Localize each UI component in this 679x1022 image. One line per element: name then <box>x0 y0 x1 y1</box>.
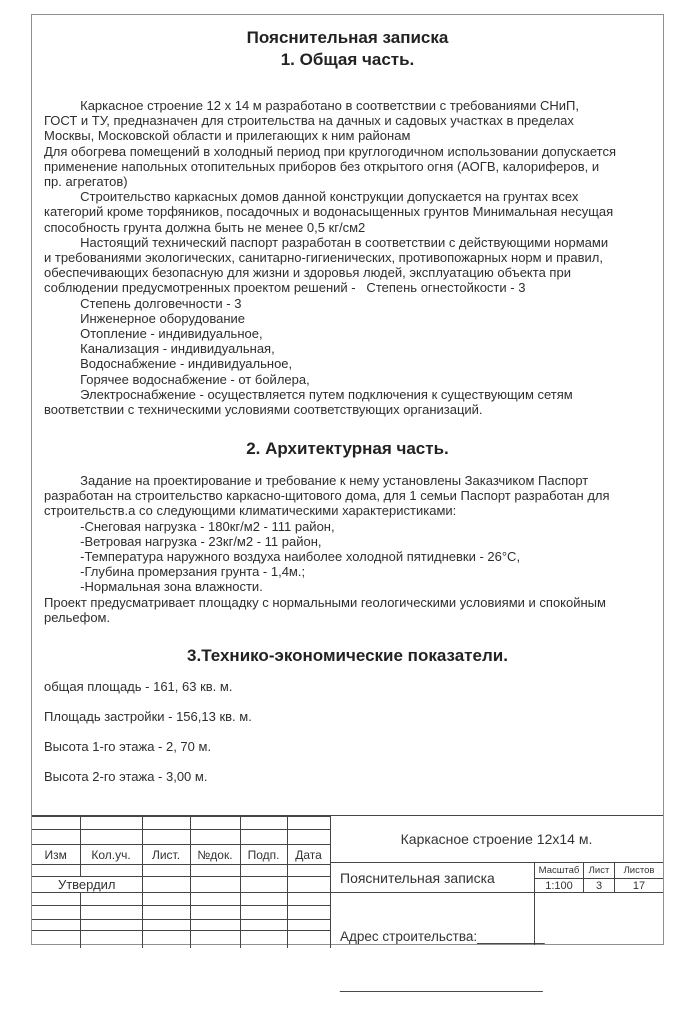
document-text-line: -Глубина промерзания грунта - 1,4м.; <box>44 564 306 580</box>
revision-empty-cell <box>142 931 190 948</box>
revision-empty-cell <box>190 893 240 906</box>
revision-header-cell: Кол.уч. <box>80 845 142 865</box>
document-text-line: Водоснабжение - индивидуальное, <box>44 356 293 372</box>
sheet-column <box>584 863 615 892</box>
paragraph <box>44 672 252 792</box>
scale-sheet-grid <box>535 863 663 892</box>
document-text-line: Москвы, Московской области и прилегающих к ним районам <box>44 128 411 144</box>
address-cell <box>330 893 545 992</box>
sheets-value: 17 <box>632 879 646 892</box>
document-text-line: ГОСТ и ТУ, предназначен для строительства на дачных и садовых участках в пределах <box>44 113 574 129</box>
document-text-line: Отопление - индивидуальное, <box>44 326 263 342</box>
revision-empty-cell <box>142 830 190 845</box>
document-text-line: строительств.а со следующими климатическими характеристиками: <box>44 503 457 519</box>
section-heading <box>32 438 663 460</box>
revision-empty-cell <box>240 906 287 920</box>
document-text-line: Площадь застройки - 156,13 кв. м. <box>44 709 252 724</box>
scale-column <box>535 863 584 892</box>
revision-empty-cell <box>80 920 142 931</box>
section-heading-line: 1. Общая часть. <box>280 50 415 69</box>
revision-empty-cell <box>80 906 142 920</box>
revision-header-cell: №док. <box>190 845 240 865</box>
revision-header-cell: Подп. <box>240 845 287 865</box>
document-text-line: Проект предусматривает площадку с нормальными геологическими условиями и спокойным <box>44 594 606 610</box>
document-text-line: Электроснабжение - осуществляется путем подключения к существующим сетям <box>44 386 573 402</box>
revision-empty-cell <box>142 865 190 877</box>
document-text-line: Горячее водоснабжение - от бойлера, <box>44 371 310 387</box>
document-text-line: Степень долговечности - 3 <box>44 295 242 311</box>
document-text-line: пр. агрегатов) <box>44 174 128 190</box>
revision-table <box>32 816 331 948</box>
revision-empty-cell <box>80 865 142 877</box>
document-text-line: рельефом. <box>44 609 111 625</box>
revision-empty-cell <box>32 865 80 877</box>
project-title-cell <box>330 816 663 863</box>
document-text-line: Для обогрева помещений в холодный период при круглогодичном использовании допускается <box>44 143 616 159</box>
document-text-line: воответствии с техническими условиями соответствующих организаций. <box>44 402 483 418</box>
title-block <box>32 815 663 992</box>
revision-header-cell: Лист. <box>142 845 190 865</box>
document-text-line: общая площадь - 161, 63 кв. м. <box>44 679 233 694</box>
revision-empty-cell <box>142 920 190 931</box>
revision-empty-cell <box>287 931 330 948</box>
section-heading <box>32 645 663 667</box>
revision-empty-cell <box>32 830 80 845</box>
document-text-line: -Ветровая нагрузка - 23кг/м2 - 11 район, <box>44 533 322 549</box>
document-text-line: категорий кроме торфяников, посадочных и водонасыщенных грунтов Минимальная несущая <box>44 204 614 220</box>
revision-empty-cell <box>240 877 287 893</box>
doc-name-cell <box>330 863 535 892</box>
revision-row <box>32 906 330 920</box>
document-text-line: Задание на проектирование и требование к нему установлены Заказчиком Паспорт <box>44 473 589 488</box>
revision-empty-cell <box>190 920 240 931</box>
project-title: Каркасное строение 12х14 м. <box>400 831 593 847</box>
document-text-line: обеспечивающих безопасную для жизни и здоровья людей, эксплуатацию объекта при <box>44 265 571 281</box>
revision-row <box>32 893 330 906</box>
document-sheet <box>31 14 664 992</box>
revision-empty-cell <box>287 893 330 906</box>
revision-empty-cell <box>80 830 142 845</box>
document-text-line: Высота 1-го этажа - 2, 70 м. <box>44 739 212 754</box>
empty-cell <box>535 893 663 945</box>
scale-label: Масштаб <box>535 863 583 879</box>
address-blank-line: ___________________________ <box>340 977 543 992</box>
revision-empty-cell <box>240 865 287 877</box>
document-text-line: разработан на строительство каркасно-щитового дома, для 1 семьи Паспорт разработан для <box>44 488 610 504</box>
sheet-label: Лист <box>584 863 614 879</box>
revision-empty-cell <box>142 906 190 920</box>
revision-empty-cell <box>287 830 330 845</box>
revision-empty-cell <box>287 877 330 893</box>
revision-empty-cell <box>32 931 80 948</box>
revision-empty-cell <box>240 893 287 906</box>
paragraph <box>44 98 616 417</box>
address-row <box>330 893 663 992</box>
document-text-line: Инженерное оборудование <box>44 310 245 326</box>
revision-empty-cell <box>80 817 142 830</box>
document-text-line: Строительство каркасных домов данной конструкции допускается на грунтах всех <box>44 189 579 205</box>
revision-empty-cell <box>32 920 80 931</box>
revision-empty-cell <box>32 893 80 906</box>
document-text-line: соблюдении предусмотренных проектом решений - Степень огнестойкости - 3 <box>44 280 526 296</box>
revision-empty-cell <box>142 877 190 893</box>
revision-header-cell: Изм <box>32 845 80 865</box>
title-block-right <box>330 816 663 992</box>
document-text-line: Каркасное строение 12 х 14 м разработано в соответствии с требованиями СНиП, <box>44 98 580 113</box>
revision-empty-cell <box>80 893 142 906</box>
revision-row <box>32 865 330 877</box>
revision-row <box>32 877 330 893</box>
sheets-label: Листов <box>615 863 663 879</box>
address-label: Адрес строительства:_________ <box>340 929 545 944</box>
revision-empty-cell <box>190 830 240 845</box>
doc-name: Пояснительная записка <box>340 869 495 886</box>
revision-empty-cell <box>32 906 80 920</box>
revision-empty-cell <box>287 920 330 931</box>
revision-empty-cell <box>240 931 287 948</box>
revision-header-cell: Дата <box>287 845 330 865</box>
revision-empty-cell <box>190 877 240 893</box>
revision-empty-cell <box>190 931 240 948</box>
revision-empty-cell <box>142 817 190 830</box>
document-text-line: применение напольных отопительных приборов без открытого огня (АОГВ, калориферов, и <box>44 158 600 174</box>
document-text-line: Настоящий технический паспорт разработан в соответствии с действующими нормами <box>44 234 609 250</box>
revision-empty-cell <box>240 817 287 830</box>
sheets-column <box>615 863 663 892</box>
revision-empty-cell <box>240 830 287 845</box>
approved-cell: Утвердил <box>32 877 142 893</box>
doc-name-row <box>330 863 663 893</box>
section-heading-line: 3.Технико-экономические показатели. <box>187 646 508 665</box>
section-heading-line: 2. Архитектурная часть. <box>246 439 449 458</box>
revision-row <box>32 845 330 865</box>
revision-empty-cell <box>32 817 80 830</box>
revision-empty-cell <box>190 865 240 877</box>
revision-empty-cell <box>142 893 190 906</box>
sheet-value: 3 <box>595 879 603 892</box>
revision-empty-cell <box>287 906 330 920</box>
section-heading <box>32 27 663 71</box>
document-text-line: -Температура наружного воздуха наиболее холодной пятидневки - 26°С, <box>44 549 521 565</box>
revision-row <box>32 920 330 931</box>
document-text-line: Высота 2-го этажа - 3,00 м. <box>44 769 208 784</box>
revision-empty-cell <box>240 920 287 931</box>
revision-empty-cell <box>190 906 240 920</box>
paragraph <box>44 473 610 625</box>
document-text-line: способность грунта должна быть не менее 0,5 кг/см2 <box>44 219 366 235</box>
revision-row <box>32 830 330 845</box>
revision-row <box>32 931 330 948</box>
revision-empty-cell <box>287 865 330 877</box>
document-text-line: Канализация - индивидуальная, <box>44 341 275 357</box>
section-heading-line: Пояснительная записка <box>246 28 449 47</box>
document-text-line: -Снеговая нагрузка - 180кг/м2 - 111 район, <box>44 518 335 534</box>
document-text-line: -Нормальная зона влажности. <box>44 579 263 595</box>
revision-grid <box>32 816 331 948</box>
document-text-line: и требованиями экологических, санитарно-гигиенических, противопожарных норм и правил, <box>44 250 603 266</box>
revision-empty-cell <box>190 817 240 830</box>
revision-row <box>32 817 330 830</box>
revision-empty-cell <box>287 817 330 830</box>
revision-empty-cell <box>80 931 142 948</box>
scale-value: 1:100 <box>545 879 573 892</box>
